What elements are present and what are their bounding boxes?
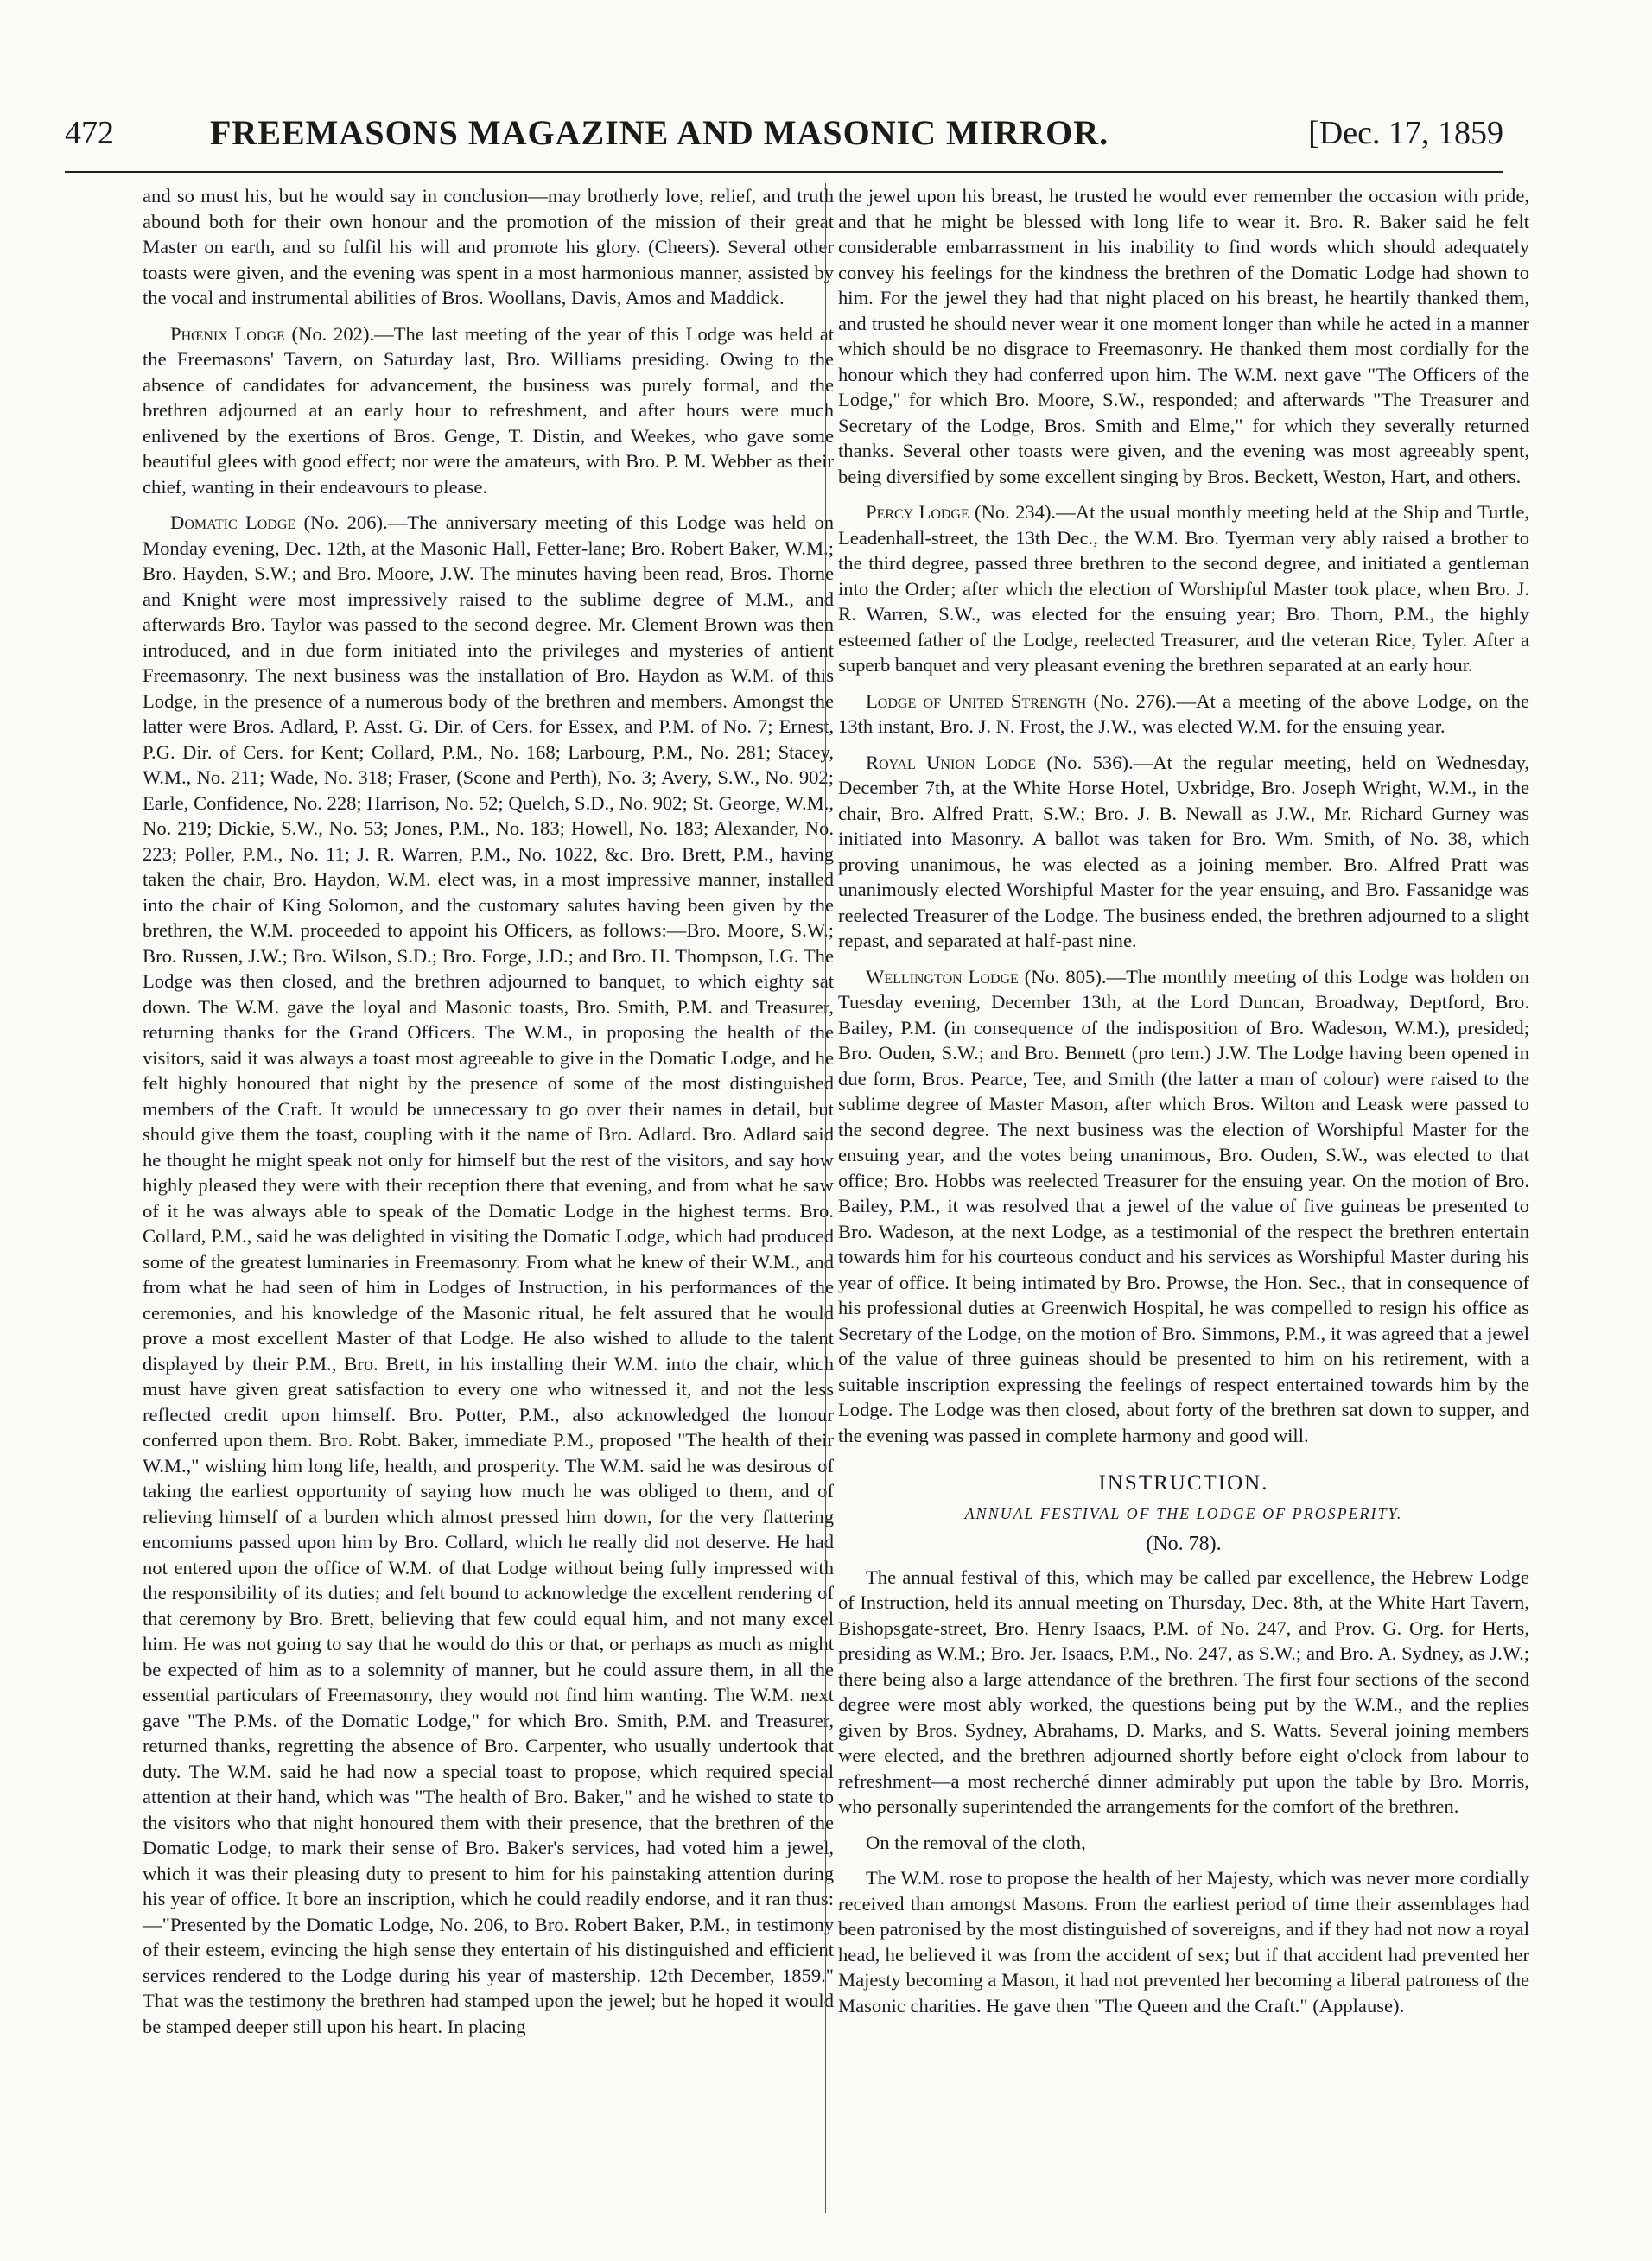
section-number: (No. 78). <box>1146 1533 1222 1555</box>
publication-title: FREEMASONS MAGAZINE AND MASONIC MIRROR. <box>210 113 1109 152</box>
section-subheading: ANNUAL FESTIVAL OF THE LODGE OF PROSPERITY. <box>964 1504 1403 1522</box>
article-paragraph: The annual festival of this, which may be called par excellence, the Hebrew Lodge of Instruction, held its annual meeting on Thursday, Dec. 8th, at the White Hart Tavern, Bishopsgate-street, Bro. Henry Isaacs, P.M. of No. 247, and Prov. G. Org. for Herts, presiding as W.M.; Bro. Jer. Isaacs, P.M., No. 247, as S.W.; and Bro. A. Sydney, as J.W.; there being also a large attendance of the brethren. The first four sections of the second degree were most ably worked, the questions being put by the W.M., and the replies given by Bros. Sydney, Abrahams, D. Marks, and S. Watts. Several joining members were elected, and the brethren adjourned shortly before eight o'clock from labour to refreshment—a most recherché dinner admirably put upon the table by Bro. Morris, who personally superintended the arrangements for the comfort of the brethren. <box>838 1566 1529 1817</box>
lodge-name: Percy Lodge <box>866 501 969 523</box>
lodge-report-domatic: Domatic Lodge (No. 206).—The anniversary meeting of this Lodge was held on Monday evening, Dec. 12th, at the Masonic Hall, Fetter-lane; Bro. Robert Baker, W.M.; Bro. Hayden, S.W.; and Bro. Moore, J.W. The minutes having been read, Bros. Thorne and Knight were most impressively raised to the sublime degree of M.M., and afterwards Bro. Taylor was passed to the second degree. Mr. Clement Brown was then introduced, and in due form initiated into the privileges and mysteries of antient Freemasonry. The next business was the installation of Bro. Haydon as W.M. of this Lodge, in the presence of a numerous body of the brethren and members. Amongst the latter were Bros. Adlard, P. Asst. G. Dir. of Cers. for Essex, and P.M. of No. 7; Ernest, P.G. Dir. of Cers. for Kent; Collard, P.M., No. 168; Larbourg, P.M., No. 281; Stacey, W.M., No. 211; Wade, No. 318; Fraser, (Scone and Perth), No. 3; Avery, S.W., No. 902; Earle, Confidence, No. 228; Harrison, No. 52; Quelch, S.D., No. 902; St. George, W.M., No. 219; Dickie, S.W., No. 53; Jones, P.M., No. 183; Howell, No. 183; Alexander, No. 223; Poller, P.M., No. 11; J. R. Warren, P.M., No. 1022, &c. Bro. Brett, P.M., having taken the chair, Bro. Haydon, W.M. elect was, in a most impressive manner, installed into the chair of King Solomon, and the customary salutes having been given by the brethren, the W.M. proceeded to appoint his Officers, as follows:—Bro. Moore, S.W.; Bro. Russen, J.W.; Bro. Wilson, S.D.; Bro. Forge, J.D.; and Bro. H. Thompson, I.G. The Lodge was then closed, and the brethren adjourned to banquet, to which eighty sat down. The W.M. gave the loyal and Masonic toasts, Bro. Smith, P.M. and Treasurer, returning thanks for the Grand Officers. The W.M., in proposing the health of the visitors, said it was always a toast most agreeable to give in the Domatic Lodge, and he felt highly honoured that night by the presence of some of the most distinguished members of the Craft. It would be unnecessary to go over their names in detail, but should give them the toast, coupling with it the name of Bro. Adlard. Bro. Adlard said he thought he might speak not only for himself but the rest of the visitors, and say how highly pleased they were with their reception there that evening, and from what he saw of it he was always able to speak of the Domatic Lodge in the highest terms. Bro. Collard, P.M., said he was delighted in visiting the Domatic Lodge, which had produced some of the greatest luminaries in Freemasonry. From what he knew of their W.M., and from what he had seen of him in Lodges of Instruction, in his performances of the ceremonies, and his knowledge of the Masonic ritual, he felt assured that he would prove a most excellent Master of that Lodge. He also wished to allude to the talent displayed by their P.M., Bro. Brett, in his installing their W.M. into the chair, which must have given great satisfaction to every one who witnessed it, and not the less reflected credit upon himself. Bro. Potter, P.M., also acknowledged the honour conferred upon them. Bro. Robt. Baker, immediate P.M., proposed "The health of their W.M.," wishing him long life, health, and prosperity. The W.M. said he was desirous of taking the earliest opportunity of saying how much he was obliged to them, and of relieving himself of a burden which almost pressed him down, for the very flattering encomiums passed upon him by Bro. Collard, which he really did not deserve. He had not entered upon the office of W.M. of that Lodge without being fully impressed with the responsibility of its duties; and felt bound to acknowledge the excellent rendering of that ceremony by Bro. Brett, believing that few could equal him, and not many excel him. He was not going to say that he would do this or that, or perhaps as much as might be expected of him as to a solemnity of manner, but he could assure them, in all the essential particulars of Freemasonry, they would not find him wanting. The W.M. next gave "The P.Ms. of the Domatic Lodge," for which Bro. Smith, P.M. and Treasurer, returned thanks, regretting the absence of Bro. Carpenter, who usually undertook that duty. The W.M. said he had now a special toast to propose, which required special attention at their hand, which was "The health of Bro. Baker," and he wished to state to the visitors who that night honoured them with their presence, that the brethren of the Domatic Lodge, to mark their sense of Bro. Baker's services, had voted him a jewel, which it was their pleasing duty to present to him for his painstaking attention during his year of office. It bore an inscription, which he could readily endorse, and it ran thus:—"Presented by the Domatic Lodge, No. 206, to Bro. Robert Baker, P.M., in testimony of their esteem, evincing the high sense they entertain of his distinguished and efficient services rendered to the Lodge during his year of mastership. 12th December, 1859." That was the testimony the brethren had stamped upon the jewel; but he hoped it would be stamped deeper still upon his heart. In placing <box>143 511 834 2037</box>
right-column <box>838 183 1529 2029</box>
lodge-name: Phœnix Lodge <box>170 322 285 345</box>
page-header <box>65 112 1503 166</box>
lodge-name: Wellington Lodge <box>866 965 1019 988</box>
left-column <box>143 183 834 2049</box>
lodge-report-united-strength: Lodge of United Strength (No. 276).—At a meeting of the above Lodge, on the 13th instant, Bro. J. N. Frost, the J.W., was elected W.M. for the ensuing year. <box>838 689 1529 737</box>
section-heading: INSTRUCTION. <box>1098 1471 1269 1495</box>
article-paragraph: and so must his, but he would say in conclusion—may brotherly love, relief, and truth abound both for their own honour and the promotion of the mission of their great Master on earth, and so fulfil his will and promote his glory. (Cheers). Several other toasts were given, and the evening was spent in a most harmonious manner, assisted by the vocal and instrumental abilities of Bros. Woollans, Davis, Amos and Maddick. <box>143 185 834 308</box>
lodge-report-wellington: Wellington Lodge (No. 805).—The monthly meeting of this Lodge was holden on Tuesday evening, December 13th, at the Lord Duncan, Broadway, Deptford, Bro. Bailey, P.M. (in consequence of the indisposition of Bro. Wadeson, W.M.), presided; Bro. Ouden, S.W.; and Bro. Bennett (pro tem.) J.W. The Lodge having been opened in due form, Bros. Pearce, Tee, and Smith (the latter a man of colour) were raised to the sublime degree of Master Mason, after which Bros. Wilton and Leask were passed to the second degree. The next business was the election of Worshipful Master for the ensuing year, and the votes being unanimous, Bro. Ouden, S.W., was elected to that office; Bro. Hobbs was reelected Treasurer for the ensuing year. On the motion of Bro. Bailey, P.M., it was resolved that a jewel of the value of five guineas be presented to Bro. Wadeson, at the next Lodge, as a testimonial of the respect the brethren entertain towards him for his courteous conduct and his services as Worshipful Master during his year of office. It being intimated by Bro. Prowse, the Hon. Sec., that in consequence of his professional duties at Greenwich Hospital, he was compelled to resign his office as Secretary of the Lodge, on the motion of Bro. Simmons, P.M., it was agreed that a jewel of the value of three guineas should be presented to him on his retirement, with a suitable inscription expressing the feelings of respect entertained towards him by the Lodge. The Lodge was then closed, about forty of the brethren sat down to supper, and the evening was passed in complete harmony and good will. <box>838 965 1529 1446</box>
page-number: 472 <box>65 115 114 151</box>
lodge-name: Domatic Lodge <box>170 511 296 533</box>
header-rule <box>65 171 1503 173</box>
issue-date: [Dec. 17, 1859 <box>1308 115 1503 151</box>
lodge-report-percy: Percy Lodge (No. 234).—At the usual monthly meeting held at the Ship and Turtle, Leadenhall-street, the 13th Dec., the W.M. Bro. Tyerman very ably raised a brother to the third degree, passed three brethren to the second degree, and initiated a gentleman into the Order; after which the election of Worshipful Master took place, when Bro. J. R. Warren, S.W., was elected for the ensuing year; Bro. Thorn, P.M., the highly esteemed father of the Lodge, reelected Treasurer, and the veteran Rice, Tyler. After a superb banquet and very pleasant evening the brethren separated at an early hour. <box>838 501 1530 676</box>
lodge-name: Lodge of United Strength <box>866 689 1087 712</box>
article-paragraph: The W.M. rose to propose the health of her Majesty, which was never more cordially received than amongst Masons. From the earliest period of time their assemblages had been patronised by the most distinguished of sovereigns, and if they had not now a royal head, he believed it was from the accident of sex; but if that accident had prevented her Majesty becoming a Mason, it had not prevented her becoming a liberal patroness of the Masonic charities. He gave then "The Queen and the Craft." (Applause). <box>838 1867 1529 2016</box>
article-paragraph: On the removal of the cloth, <box>866 1831 1086 1853</box>
lodge-name: Royal Union Lodge <box>866 751 1037 773</box>
lodge-report-royal-union: Royal Union Lodge (No. 536).—At the regular meeting, held on Wednesday, December 7th, at the White Horse Hotel, Uxbridge, Bro. Joseph Wright, W.M., in the chair, Bro. Alfred Pratt, S.W.; Bro. J. B. Newall as J.W., Mr. Richard Gurney was initiated into Masonry. A ballot was taken for Bro. Wm. Smith, of No. 38, which proving unanimous, he was elected as a joining member. Bro. Alfred Pratt was unanimously elected Worshipful Master for the year ensuing, and Bro. Fassanidge was reelected Treasurer of the Lodge. The business ended, the brethren adjourned to a slight repast, and separated at half-past nine. <box>838 751 1529 951</box>
article-paragraph: the jewel upon his breast, he trusted he would ever remember the occasion with pride, and that he might be blessed with long life to wear it. Bro. R. Baker said he felt considerable embarrassment in his inability to find words which should adequately convey his feelings for the kindness the brethren of the Domatic Lodge had shown to him. For the jewel they had that night placed on his breast, he heartily thanked them, and trusted he should never wear it one moment longer than while he acted in a manner which should be no disgrace to Freemasonry. He thanked them most cordially for the honour which they had conferred upon him. The W.M. next gave "The Officers of the Lodge," for which Bro. Moore, S.W., responded; and afterwards "The Treasurer and Secretary of the Lodge, Bros. Smith and Elme," for which they severally returned thanks. Several other toasts were given, and the evening was most agreeably spent, being diversified by some excellent singing by Bros. Beckett, Weston, Hart, and others. <box>838 185 1529 487</box>
column-divider <box>825 183 826 2213</box>
lodge-report-phoenix: Phœnix Lodge (No. 202).—The last meeting of the year of this Lodge was held at the Freemasons' Tavern, on Saturday last, Bro. Williams presiding. Owing to the absence of candidates for advancement, the business was purely formal, and the brethren adjourned at an early hour to refreshment, and after hours were much enlivened by the exertions of Bros. Genge, T. Distin, and Weekes, who gave some beautiful glees with good effect; nor were the amateurs, with Bro. P. M. Webber as their chief, wanting in their endeavours to please. <box>143 322 835 498</box>
